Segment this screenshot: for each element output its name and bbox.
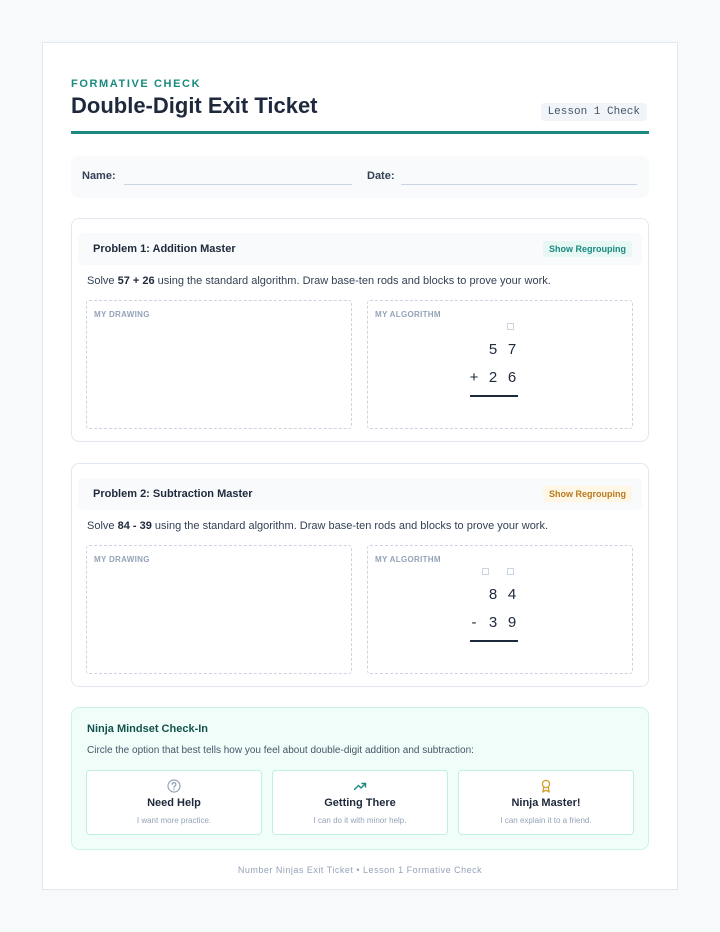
operator-sign: +	[469, 369, 479, 386]
option-need-help[interactable]	[86, 770, 262, 835]
carry-box[interactable]	[507, 323, 514, 330]
problem-instruction	[87, 520, 548, 532]
top-tens-digit: 5	[488, 341, 498, 358]
trending-up-icon	[273, 779, 447, 793]
student-info-bar	[71, 156, 649, 198]
problem-instruction	[87, 275, 551, 287]
option-subtitle: I can do it with minor help.	[313, 816, 407, 825]
option-subtitle: I can explain it to a friend.	[500, 816, 592, 825]
drawing-label: MY DRAWING	[94, 555, 150, 564]
bottom-ones-digit: 9	[507, 614, 517, 631]
drawing-area[interactable]	[86, 545, 352, 674]
bottom-tens-digit: 2	[488, 369, 498, 386]
algorithm-label: MY ALGORITHM	[375, 555, 441, 564]
date-field[interactable]	[401, 184, 637, 185]
page-title: Double-Digit Exit Ticket	[71, 93, 318, 118]
option-subtitle: I want more practice.	[136, 816, 212, 825]
mindset-check-in	[71, 707, 649, 850]
option-getting-there[interactable]	[272, 770, 448, 835]
drawing-label: MY DRAWING	[94, 310, 150, 319]
algorithm-label: MY ALGORITHM	[375, 310, 441, 319]
problem-title: Problem 2: Subtraction Master	[93, 488, 253, 500]
problem-header	[78, 478, 642, 510]
show-regrouping-button[interactable]: Show Regrouping	[543, 241, 632, 257]
problem-header	[78, 233, 642, 265]
eyebrow-label: FORMATIVE CHECK	[71, 78, 202, 90]
name-label: Name:	[82, 170, 116, 182]
title-divider	[71, 131, 649, 134]
option-title: Ninja Master!	[511, 797, 581, 809]
top-ones-digit: 4	[507, 586, 517, 603]
show-regrouping-button[interactable]: Show Regrouping	[543, 486, 632, 502]
worksheet-page	[42, 42, 678, 890]
algorithm-area[interactable]	[367, 300, 633, 429]
problem-expression: 57 + 26	[117, 275, 155, 287]
award-icon	[459, 779, 633, 793]
problem-title: Problem 1: Addition Master	[93, 243, 236, 255]
option-title: Need Help	[147, 797, 201, 809]
instruction-suffix: using the standard algorithm. Draw base-ten rods and blocks to prove your work.	[151, 520, 549, 532]
problem-expression: 84 - 39	[117, 520, 152, 532]
drawing-area[interactable]	[86, 300, 352, 429]
mindset-instruction: Circle the option that best tells how you feel about double-digit addition and subtraction:	[87, 745, 474, 756]
page-footer: Number Ninjas Exit Ticket • Lesson 1 Formative Check	[237, 865, 483, 875]
top-ones-digit: 7	[507, 341, 517, 358]
instruction-prefix: Solve	[87, 275, 118, 287]
instruction-prefix: Solve	[87, 520, 118, 532]
option-title: Getting There	[324, 797, 396, 809]
name-field[interactable]	[124, 184, 352, 185]
problem-card-1	[71, 218, 649, 442]
date-label: Date:	[367, 170, 395, 182]
lesson-badge: Lesson 1 Check	[541, 103, 647, 121]
regroup-box[interactable]	[507, 568, 514, 575]
mindset-title: Ninja Mindset Check-In	[87, 723, 209, 735]
algorithm-area[interactable]	[367, 545, 633, 674]
problem-card-2	[71, 463, 649, 687]
top-tens-digit: 8	[488, 586, 498, 603]
regroup-box[interactable]	[482, 568, 489, 575]
help-circle-icon	[87, 779, 261, 793]
option-ninja-master[interactable]	[458, 770, 634, 835]
instruction-suffix: using the standard algorithm. Draw base-ten rods and blocks to prove your work.	[154, 275, 551, 287]
algorithm-answer-line	[470, 395, 518, 397]
bottom-tens-digit: 3	[488, 614, 498, 631]
bottom-ones-digit: 6	[507, 369, 517, 386]
algorithm-answer-line	[470, 640, 518, 642]
operator-sign: -	[471, 614, 477, 631]
